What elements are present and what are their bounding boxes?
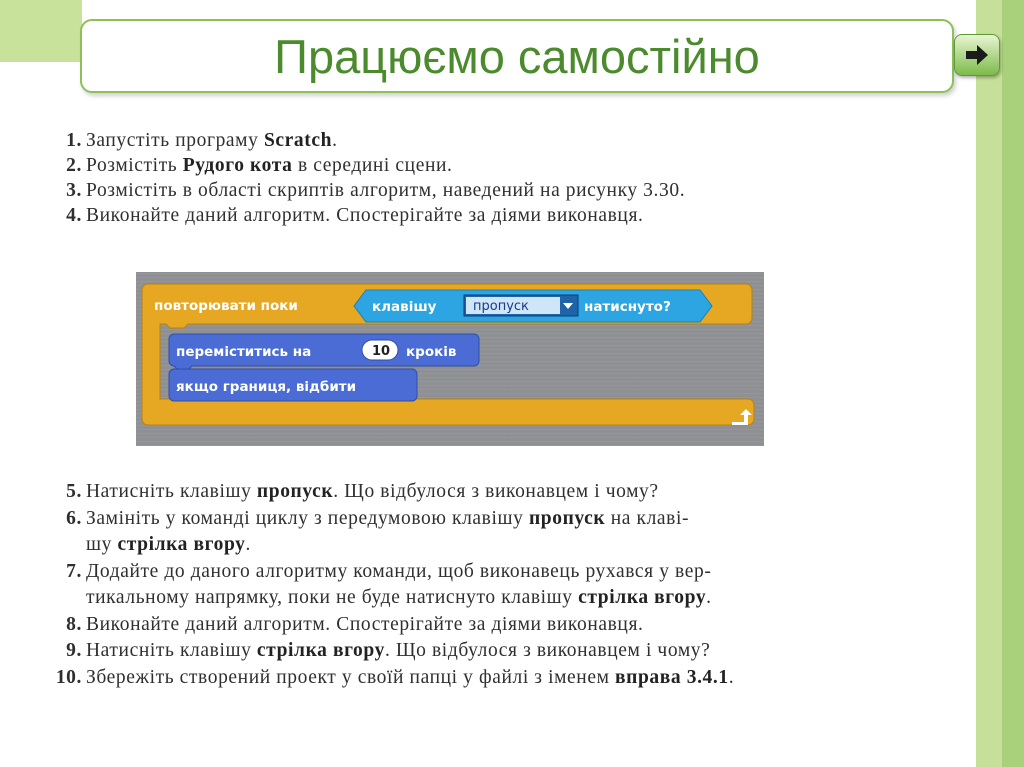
move-steps-value: 10: [372, 344, 391, 359]
scratch-script-area: [136, 272, 764, 446]
step-content: [86, 180, 685, 201]
title-box: [80, 19, 954, 93]
move-label: переміститись на: [176, 344, 312, 360]
step-content: [86, 667, 734, 688]
step-text: .: [728, 666, 735, 688]
step-item: [42, 612, 972, 639]
step-item: [42, 665, 972, 692]
step-text: .: [706, 587, 712, 608]
step-item: [42, 506, 972, 559]
step-emphasis: вправа 3.4.1: [615, 666, 729, 688]
step-content: [86, 155, 453, 176]
step-item: [42, 559, 972, 612]
step-text: .: [332, 130, 338, 151]
steps-list-part2: [42, 479, 972, 691]
step-text: Запустіть програму: [86, 130, 264, 151]
step-text: Виконайте даний алгоритм. Спостерігайте за діями виконавця.: [86, 205, 644, 226]
steps-list-part1: [42, 128, 972, 228]
decor-stripe-left: [0, 0, 82, 62]
step-text: шу: [86, 534, 118, 555]
step-emphasis: стрілка вгору: [117, 534, 246, 555]
step-number: 6.: [66, 507, 82, 529]
step-text: . Що відбулося з виконавцем і чому?: [333, 481, 659, 502]
step-item: [42, 178, 972, 203]
step-text: Додайте до даного алгоритму команди, щоб виконавець рухався у вер-: [86, 560, 712, 582]
step-content: [86, 205, 644, 226]
step-content: [86, 481, 659, 502]
step-text: Замініть у команді циклу з передумовою клавішу: [86, 507, 529, 529]
step-text: . Що відбулося з виконавцем і чому?: [384, 640, 711, 661]
step-content: [86, 640, 710, 661]
step-item: [42, 128, 972, 153]
step-number: 9.: [66, 640, 82, 661]
step-text: Натисніть клавішу: [86, 481, 257, 502]
move-suffix: кроків: [406, 344, 457, 360]
step-text: на клаві-: [605, 507, 690, 529]
bounce-label: якщо границя, відбити: [176, 379, 357, 395]
step-text: Розмістіть в області скриптів алгоритм, наведений на рисунку 3.30.: [86, 180, 686, 201]
step-emphasis: стрілка вгору: [578, 587, 707, 608]
step-emphasis: стрілка вгору: [256, 640, 385, 661]
sensing-label: клавішу: [372, 299, 437, 315]
step-item: [42, 203, 972, 228]
step-content: [86, 130, 338, 151]
step-content: [86, 561, 712, 609]
step-number: 2.: [66, 155, 82, 176]
page-title: Працюємо самостійно: [274, 29, 760, 83]
step-item: [42, 479, 972, 506]
loop-label: повторювати поки: [154, 298, 298, 314]
step-item: [42, 153, 972, 178]
step-text: Виконайте даний алгоритм. Спостерігайте за діями виконавця.: [86, 613, 644, 635]
step-text: в середині сцени.: [292, 155, 453, 176]
step-content: [86, 508, 689, 556]
step-number: 4.: [66, 205, 82, 226]
step-text: тикальному напрямку, поки не буде натиснуто клавішу: [86, 587, 579, 608]
arrow-right-icon: [964, 44, 990, 66]
step-number: 3.: [66, 180, 82, 201]
step-content: [86, 614, 644, 635]
decor-bar-right-inner: [1002, 0, 1024, 767]
step-text: .: [245, 534, 251, 555]
step-emphasis: Рудого кота: [182, 155, 293, 176]
step-text: Збережіть створений проект у своїй папці у файлі з іменем: [86, 666, 616, 688]
step-text: Натисніть клавішу: [86, 640, 257, 661]
step-emphasis: пропуск: [256, 481, 334, 502]
step-number: 1.: [66, 130, 82, 151]
sensing-suffix: натиснуто?: [584, 299, 671, 315]
step-emphasis: пропуск: [528, 507, 606, 529]
step-number: 8.: [66, 613, 82, 635]
step-number: 7.: [66, 560, 82, 582]
key-dropdown-value: пропуск: [473, 299, 529, 314]
scratch-script: [136, 272, 764, 446]
next-slide-button[interactable]: [954, 34, 1000, 76]
step-text: Розмістіть: [86, 155, 183, 176]
step-number: 5.: [66, 481, 82, 502]
step-item: [42, 638, 972, 665]
step-number: 10.: [55, 666, 82, 688]
step-emphasis: Scratch: [263, 130, 333, 151]
